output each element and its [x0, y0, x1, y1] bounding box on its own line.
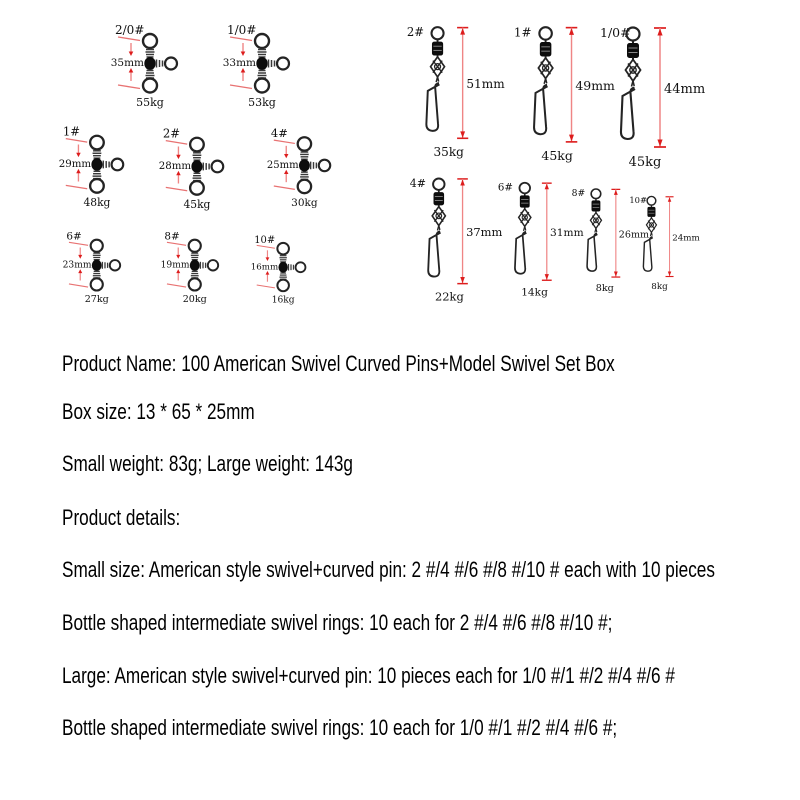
length-label: 16mm [250, 262, 279, 273]
description-line: Product details: [62, 505, 181, 530]
strength-label: 45kg [628, 155, 662, 170]
strength-label: 22kg [434, 289, 464, 304]
size-label: 8# [164, 230, 180, 243]
size-label: 1/0# [227, 23, 257, 37]
size-label: 8# [571, 188, 586, 199]
strength-label: 45kg [541, 148, 573, 164]
length-label: 28mm [158, 160, 192, 172]
description-line: Small size: American style swivel+curved pin: 2 #/4 #/6 #/8 #/10 # each with 10 pieces [62, 557, 715, 582]
description-line: Bottle shaped intermediate swivel rings: 10 each for 2 #/4 #/6 #/8 #/10 #; [62, 610, 613, 635]
size-label: 10# [629, 194, 647, 205]
length-label: 37mm [466, 225, 503, 240]
strength-label: 45kg [183, 197, 211, 211]
description-line: Large: American style swivel+curved pin: 10 pieces each for 1/0 #/1 #/2 #/4 #/6 # [62, 663, 675, 688]
length-label: 51mm [466, 77, 505, 92]
length-label: 19mm [160, 260, 190, 271]
length-label: 26mm [618, 229, 650, 241]
size-label: 1# [62, 124, 81, 139]
size-label: 2/0# [115, 23, 145, 37]
description-line: Bottle shaped intermediate swivel rings: 10 each for 1/0 #/1 #/2 #/4 #/6 #; [62, 715, 618, 740]
strength-label: 14kg [521, 286, 548, 299]
strength-label: 20kg [182, 294, 207, 306]
strength-label: 48kg [83, 195, 111, 209]
strength-label: 8kg [595, 283, 614, 295]
length-label: 35mm [110, 57, 144, 69]
size-label: 4# [409, 176, 426, 190]
strength-label: 35kg [433, 144, 464, 159]
description-line: Product Name: 100 American Swivel Curved Pins+Model Swivel Set Box [62, 351, 615, 376]
length-label: 23mm [62, 260, 92, 271]
size-label: 1/0# [600, 25, 631, 40]
strength-label: 27kg [84, 294, 109, 306]
length-label: 29mm [58, 158, 92, 170]
strength-label: 8kg [651, 282, 668, 293]
size-label: 4# [270, 126, 288, 141]
size-label: 6# [497, 182, 513, 194]
size-label: 10# [254, 234, 276, 246]
size-label: 1# [513, 25, 532, 40]
length-label: 33mm [222, 57, 256, 69]
length-label: 25mm [266, 159, 299, 171]
strength-label: 30kg [291, 197, 318, 210]
size-label: 6# [66, 230, 82, 243]
description-line: Box size: 13 * 65 * 25mm [62, 399, 255, 424]
size-label: 2# [162, 126, 181, 141]
length-label: 24mm [672, 233, 700, 244]
description-line: Small weight: 83g; Large weight: 143g [62, 451, 353, 476]
strength-label: 16kg [271, 295, 295, 306]
length-label: 31mm [550, 227, 584, 240]
length-label: 44mm [664, 82, 706, 97]
size-label: 2# [406, 24, 424, 39]
strength-label: 53kg [248, 96, 276, 109]
length-label: 49mm [575, 78, 615, 94]
strength-label: 55kg [136, 96, 164, 109]
